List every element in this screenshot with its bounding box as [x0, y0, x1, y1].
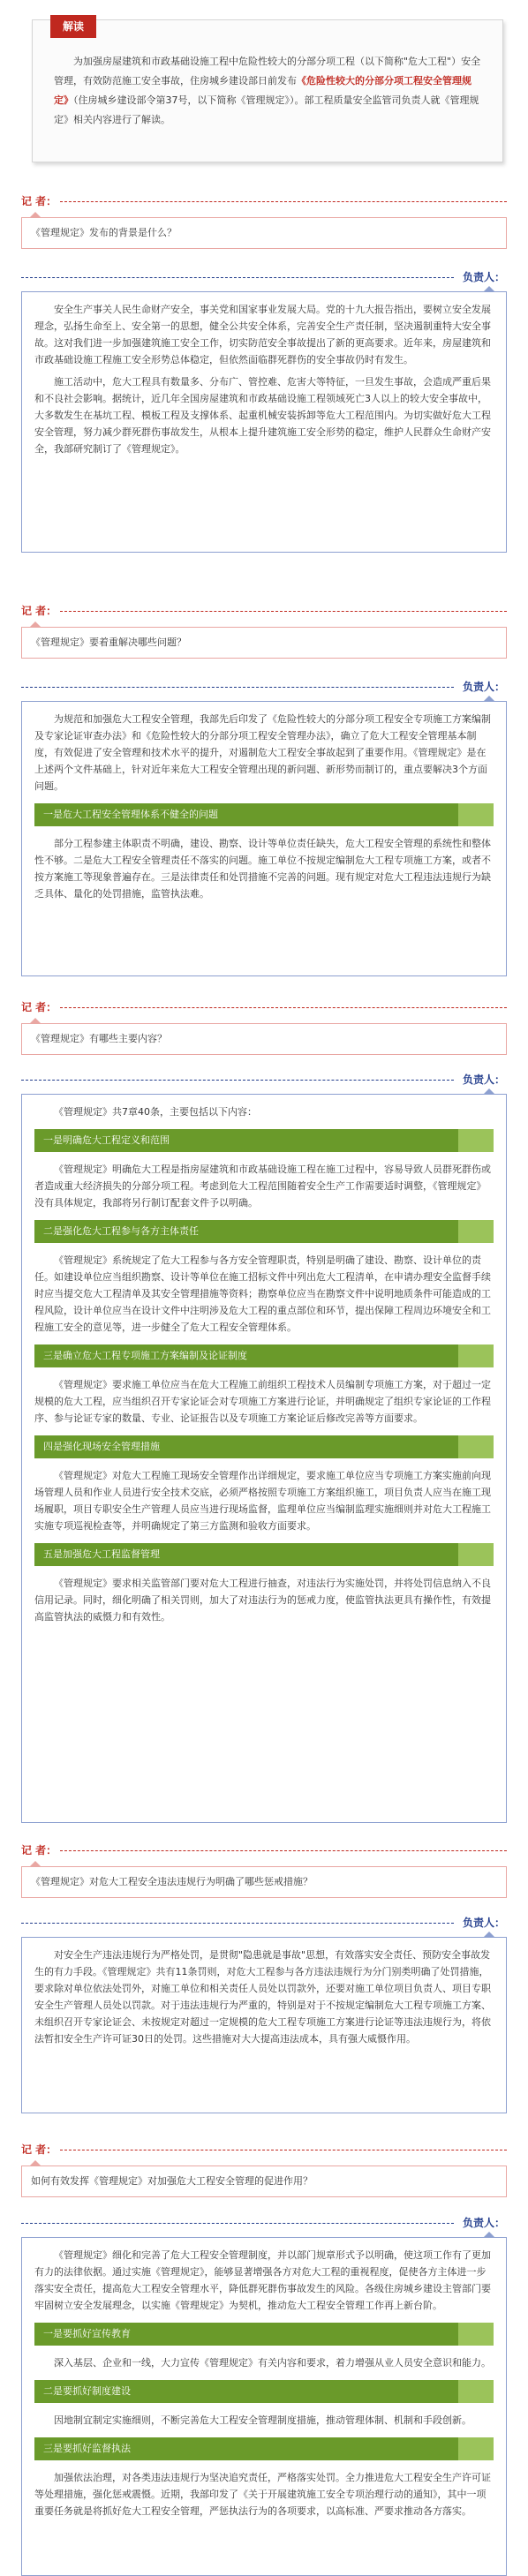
intro-tag: 解读 [50, 15, 96, 38]
paragraph: 《管理规定》要求施工单位应当在危大工程施工前组织工程技术人员编制专项施工方案，对于超过一定规模的危大工程，应当组织召开专家论证会对专项施工方案进行论证，并明确规定了组织专家论证的工作程序、参与论证专家的数量、专业、论证报告以及专项施工方案论证后修改完善等方面要求。 [34, 1379, 491, 1424]
paragraph: 加强依法治理，对各类违法违规行为坚决追究责任，严格落实处罚。全力推进危大工程安全生产许可证等处理措施，强化惩戒震慑。近期，我部印发了《关于开展建筑施工安全专项治理行动的通知》，其中一项重要任务就是将抓好危大工程安全管理，严惩执法行为的各项要求，以高标准、严要求推动各方落实。 [34, 2472, 491, 2517]
intro-text-a: 为加强房屋建筑和市政基础设施工程中危险性较大的分部分项工程（以下简称"危大工程"）安全管理，有效防范施工安全事故，住房城乡建设部日前发布 [54, 56, 481, 87]
paragraph: 施工活动中，危大工程具有数量多、分布广、管控难、危害大等特征，一旦发生事故，会造成严重后果和不良社会影响。据统计，近几年全国房屋建筑和市政基础设施工程领域死亡3人以上的较大安全事故中，大多数发生在基坑工程、模板工程及支撑体系、起重机械安装拆卸等危大工程范围内。为切实做好危大工程安全管理，努力减少群死群伤事故发生，从根本上提升建筑施工安全形势的稳定，维护人民群众生命财产安全，我部研究制订了《管理规定》。 [34, 376, 491, 455]
section-heading: 二是要抓好制度建设 [34, 2380, 494, 2403]
answer-text-box [21, 291, 507, 553]
question-text: 如何有效发挥《管理规定》对加强危大工程安全管理的促进作用？ [21, 2165, 507, 2197]
answer-block [21, 2214, 507, 2576]
divider [21, 277, 454, 278]
intro-text-b: （住房城乡建设部令第37号，以下简称《管理规定》）。部工程质量安全监管司负责人就《管理规定》相关内容进行了解读。 [54, 94, 479, 125]
paragraph: 安全生产事关人民生命财产安全，事关党和国家事业发展大局。党的十九大报告指出，要树立安全发展理念，弘扬生命至上、安全第一的思想，健全公共安全体系，完善安全生产责任制，坚决遏制重特大安全事故。这对我们进一步加强建筑施工安全工作，切实防范安全事故提出了新的更高要求。近年来，房屋建筑和市政基础设施工程施工安全形势总体稳定，但依然面临群死群伤的安全事故仍时有发生。 [34, 304, 491, 365]
question-block [21, 192, 507, 249]
section-heading: 三是要抓好监督执法 [34, 2437, 494, 2460]
divider [60, 611, 507, 612]
paragraph: 《管理规定》要求相关监管部门要对危大工程进行抽查，对违法行为实施处罚，并将处罚信息纳入不良信用记录。同时，细化明确了相关罚则，加大了对违法行为的惩戒力度，使监管执法更具有操作性，有效提高监管执法的威慑力和有效性。 [34, 1578, 491, 1623]
divider [60, 201, 507, 202]
reporter-label: 记 者： [21, 2143, 57, 2156]
official-label: 负责人： [462, 1073, 505, 1086]
paragraph: 《管理规定》系统规定了危大工程参与各方安全管理职责，特别是明确了建设、勘察、设计单位的责任。如建设单位应当组织勘察、设计等单位在施工招标文件中列出危大工程清单，在申请办理安全监督手续时应当提交危大工程清单及其安全管理措施等资料；勘察单位应当在勘察文件中说明地质条件可能造成的工程风险，设计单位应当在设计文件中注明涉及危大工程的重点部位和环节，提出保障工程周边环境安全和工程施工安全的意见等，进一步健全了危大工程安全管理体系。 [34, 1254, 491, 1333]
answer-block [21, 1071, 507, 1823]
paragraph: 《管理规定》对危大工程施工现场安全管理作出详细规定，要求施工单位应当专项施工方案实施前向现场管理人员和作业人员进行安全技术交底，必须严格按照专项施工方案组织施工，项目负责人应当在施工现场履职，项目专职安全生产管理人员应当进行现场监督，监理单位应当编制监理实施细则并对危大工程施工实施专项巡视检查等，并明确规定了第三方监测和验收方面要求。 [34, 1470, 491, 1532]
question-text: 《管理规定》要着重解决哪些问题？ [21, 627, 507, 659]
divider [21, 687, 454, 688]
paragraph: 《管理规定》明确危大工程是指房屋建筑和市政基础设施工程在施工过程中，容易导致人员群死群伤或者造成重大经济损失的分部分项工程。考虑到危大工程范围随着安全生产工作需要适时调整，《管理规定》没有具体规定，我部将另行制订配套文件予以明确。 [34, 1164, 491, 1209]
section-heading: 五是加强危大工程监督管理 [34, 1543, 494, 1566]
question-block [21, 2141, 507, 2197]
official-label: 负责人： [462, 2217, 505, 2229]
paragraph: 为规范和加强危大工程安全管理，我部先后印发了《危险性较大的分部分项工程安全专项施工方案编制及专家论证审查办法》和《危险性较大的分部分项工程安全管理办法》，确立了危大工程安全管理基本制度，有效促进了安全管理和技术水平的提升，对遏制危大工程安全事故起到了重要作用。《管理规定》是在上述两个文件基础上，针对近年来危大工程安全管理出现的新问题、新形势而制订的，重点要解决3个方面问题。 [34, 713, 491, 792]
section-heading: 一是要抓好宣传教育 [34, 2323, 494, 2346]
question-text: 《管理规定》有哪些主要内容？ [21, 1023, 507, 1055]
answer-block [21, 678, 507, 976]
answer-block [21, 1914, 507, 2113]
answer-block [21, 268, 507, 553]
section-heading: 三是确立危大工程专项施工方案编制及论证制度 [34, 1344, 494, 1367]
divider [60, 1850, 507, 1851]
official-label: 负责人： [462, 681, 505, 693]
question-block [21, 1842, 507, 1898]
reporter-label: 记 者： [21, 1844, 57, 1857]
section-heading: 一是明确危大工程定义和范围 [34, 1129, 494, 1152]
intro-box [32, 19, 503, 162]
intro-title-highlight: 《危险性较大的分部分项工程安全管理规定》 [54, 75, 471, 106]
paragraph: 《管理规定》细化和完善了危大工程安全管理制度，并以部门规章形式予以明确，使这项工作有了更加有力的法律依据。通过实施《管理规定》，能够显著增强各方对危大工程的重视程度，促使各方主体进一步落实安全责任，提高危大工程安全管理水平，降低群死群伤事故发生的风险。各级住房城乡建设主管部门要牢固树立安全发展理念，以实施《管理规定》为契机，推动危大工程安全管理工作再上新台阶。 [34, 2249, 491, 2311]
divider [21, 2223, 454, 2224]
official-label: 负责人： [462, 271, 505, 283]
section-heading: 一是危大工程安全管理体系不健全的问题 [34, 803, 494, 826]
paragraph: 对安全生产违法违规行为严格处罚，是贯彻"隐患就是事故"思想，有效落实安全责任、预防安全事故发生的有力手段。《管理规定》共有11条罚则，对危大工程参与各方违法违规行为分门别类明确了处罚措施，要求除对单位依法处罚外，对施工单位和相关责任人员处以罚款外，还要对施工单位项目负责人、项目专职安全生产管理人员处以罚款。对于违法违规行为严重的，特别是对于不按规定编制危大工程专项施工方案、未组织召开专家论证会、未按规定对超过一定规模的危大工程专项施工方案进行论证等违法违规行为，将依法暂扣安全生产许可证30日的处罚。这些措施对大大提高违法成本，具有强大威慑作用。 [34, 1949, 491, 2045]
divider [21, 1923, 454, 1924]
answer-text-box [21, 1094, 507, 1823]
official-label: 负责人： [462, 1917, 505, 1929]
paragraph: 深入基层、企业和一线，大力宣传《管理规定》有关内容和要求，着力增强从业人员安全意识和能力。 [54, 2357, 491, 2369]
paragraph: 《管理规定》共7章40条，主要包括以下内容： [54, 1106, 257, 1118]
answer-text-box [21, 701, 507, 976]
reporter-label: 记 者： [21, 195, 57, 207]
intro-text [54, 52, 485, 130]
answer-text-box [21, 2237, 507, 2576]
divider [60, 1007, 507, 1008]
paragraph: 部分工程参建主体职责不明确，建设、勘察、设计等单位责任缺失，危大工程安全管理的系统性和整体性不够。二是危大工程安全管理责任不落实的问题。施工单位不按规定编制危大工程专项施工方案，或者不按方案施工等现象普遍存在。三是法律责任和处罚措施不完善的问题。现有规定对危大工程违法违规行为缺乏具体、量化的处罚措施，监管执法难。 [34, 838, 491, 900]
section-heading: 二是强化危大工程参与各方主体责任 [34, 1220, 494, 1243]
paragraph: 因地制宜制定实施细则，不断完善危大工程安全管理制度措施，推动管理体制、机制和手段创新。 [54, 2414, 471, 2426]
question-block [21, 998, 507, 1055]
question-block [21, 602, 507, 659]
divider [21, 1080, 454, 1081]
reporter-label: 记 者： [21, 605, 57, 617]
question-text: 《管理规定》发布的背景是什么？ [21, 217, 507, 249]
section-heading: 四是强化现场安全管理措施 [34, 1435, 494, 1458]
question-text: 《管理规定》对危大工程安全违法违规行为明确了哪些惩戒措施？ [21, 1866, 507, 1898]
answer-text-box [21, 1937, 507, 2113]
reporter-label: 记 者： [21, 1001, 57, 1013]
